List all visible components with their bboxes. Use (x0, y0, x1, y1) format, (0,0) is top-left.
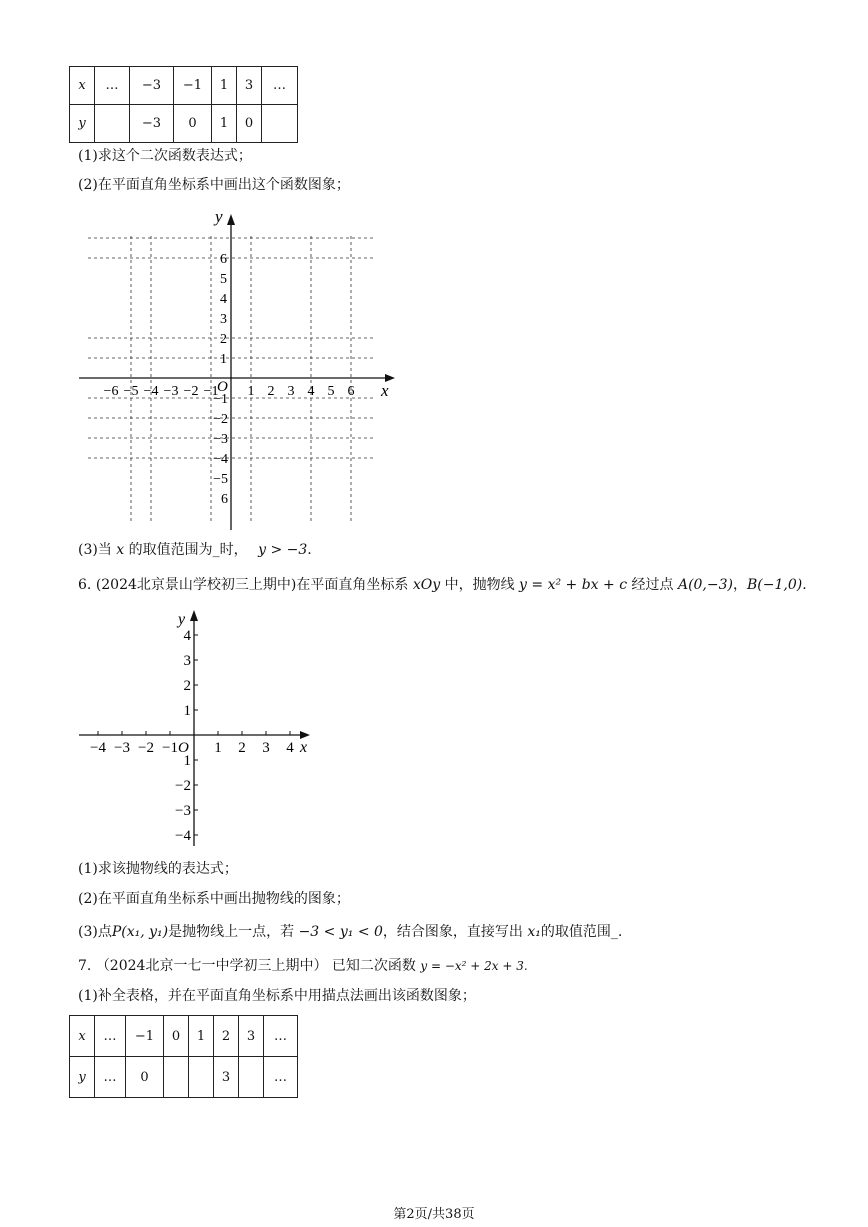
x-tick-label: −5 (123, 384, 139, 399)
x-axis-label: x (381, 381, 389, 400)
y-tick-label: 6 (220, 252, 227, 267)
q7-equation: y = −x² + 2x + 3. (420, 959, 528, 973)
q6-equation: y = x² + bx + c (519, 577, 628, 593)
table-cell (239, 1057, 264, 1098)
table-cell: 2 (214, 1016, 239, 1057)
y-tick-label: 2 (183, 678, 191, 694)
x-tick-label: 6 (347, 384, 355, 399)
origin-label: O (178, 740, 189, 756)
y-tick-label: −2 (175, 778, 191, 794)
q6-source: (2024北京景山学校初三上期中) (95, 577, 297, 593)
x-tick-label: 3 (287, 384, 295, 399)
table-cell: 3 (237, 67, 262, 105)
value-table-1 (69, 66, 298, 143)
q6-text-b: 中，抛物线 (444, 577, 515, 593)
y-tick-label: 1 (220, 352, 227, 367)
table-cell: −1 (126, 1016, 164, 1057)
table-cell: 1 (189, 1016, 214, 1057)
table-row (70, 1016, 298, 1057)
table-cell: 1 (212, 67, 237, 105)
table-cell: −3 (130, 67, 174, 105)
q7-part1: (1)补全表格，并在平面直角坐标系中用描点法画出该函数图象； (78, 988, 476, 1004)
q6-stem (78, 576, 807, 594)
y-tick-label: 3 (220, 312, 227, 327)
coordinate-axes-2 (78, 604, 318, 850)
table-cell: 0 (126, 1057, 164, 1098)
table-cell: −3 (130, 105, 174, 143)
q6-text-c: 经过点 (631, 577, 674, 593)
x-tick-label: −3 (163, 384, 179, 399)
q6-part3-text-a: (3)点 (78, 924, 112, 940)
q6-part3-inequality: −3 < y₁ < 0 (298, 924, 383, 940)
q6-number: 6. (78, 577, 92, 593)
q5-part3-var-x: x (116, 542, 125, 558)
q6-point-a: A(0,−3) (677, 577, 733, 593)
table-cell: … (95, 1057, 126, 1098)
y-tick-label: −2 (213, 412, 228, 427)
q7-number: 7. (78, 958, 92, 974)
table-cell: 0 (174, 105, 212, 143)
q6-part3-point: P(x₁, y₁) (111, 924, 169, 940)
table-cell: … (95, 67, 130, 105)
page-footer: 第2页/共38页 (393, 1207, 475, 1222)
q6-part2: (2)在平面直角坐标系中画出抛物线的图象； (78, 891, 350, 907)
x-axis-arrow (300, 731, 310, 739)
y-tick-label: −4 (175, 828, 191, 844)
table-cell: x (70, 1016, 95, 1057)
y-tick-label: 4 (183, 628, 191, 644)
table-cell: y (70, 105, 95, 143)
q7-stem (78, 957, 528, 975)
x-tick-label: −6 (103, 384, 119, 399)
x-tick-label: 1 (247, 384, 255, 399)
table-cell: 0 (237, 105, 262, 143)
table-cell: −1 (174, 67, 212, 105)
y-tick-label: 3 (183, 653, 191, 669)
q6-xoy: xOy (412, 577, 441, 593)
x-tick-label: 3 (262, 740, 270, 756)
q6-part3 (78, 923, 622, 941)
table-cell (164, 1057, 189, 1098)
q6-part3-text-b: 是抛物线上一点，若 (168, 924, 295, 940)
y-tick-label: 6 (221, 492, 228, 507)
x-tick-label: −1 (203, 384, 219, 399)
value-table-2 (69, 1015, 298, 1098)
q6-part3-x1: x₁ (527, 924, 541, 940)
y-tick-label: −3 (175, 803, 191, 819)
x-tick-label: −2 (138, 740, 154, 756)
q5-part2: (2)在平面直角坐标系中画出这个函数图象； (78, 177, 350, 193)
x-tick-label: −4 (143, 384, 159, 399)
coordinate-grid-1 (78, 205, 400, 533)
table-cell: … (95, 1016, 126, 1057)
q7-text: 已知二次函数 (331, 958, 416, 974)
table-cell (262, 105, 298, 143)
x-tick-label: −4 (90, 740, 106, 756)
x-tick-label: 1 (214, 740, 222, 756)
q6-part3-text-d: 的取值范围_. (540, 924, 623, 940)
y-tick-label: −1 (213, 392, 228, 407)
q6-text-a: 在平面直角坐标系 (296, 577, 409, 593)
x-tick-label: −2 (183, 384, 199, 399)
table-cell: x (70, 67, 95, 105)
x-axis-label: x (300, 739, 308, 756)
table-row (70, 105, 298, 143)
q5-part3-text-a: (3)当 (78, 542, 112, 558)
table-cell: … (262, 67, 298, 105)
y-tick-label: 4 (220, 292, 227, 307)
y-axis-label: y (215, 207, 223, 226)
table-cell: … (264, 1016, 298, 1057)
y-axis-label: y (178, 611, 186, 628)
table-cell: 0 (164, 1016, 189, 1057)
x-tick-label: −1 (162, 740, 178, 756)
table-cell (95, 105, 130, 143)
x-tick-label: 5 (327, 384, 335, 399)
q6-part1: (1)求该抛物线的表达式； (78, 861, 238, 877)
y-tick-label: 2 (220, 332, 227, 347)
x-tick-label: 4 (307, 384, 315, 399)
q6-part3-text-c: ，结合图象，直接写出 (382, 924, 523, 940)
y-axis-arrow (227, 214, 235, 225)
table-cell: … (264, 1057, 298, 1098)
q5-part3-text-b: 的取值范围为_时， (128, 542, 248, 558)
x-tick-label: 2 (238, 740, 246, 756)
table-row (70, 1057, 298, 1098)
q5-part3-condition: y > −3. (258, 542, 312, 558)
y-tick-label: −3 (213, 432, 228, 447)
x-tick-label: 4 (286, 740, 294, 756)
table-cell: 3 (239, 1016, 264, 1057)
q5-part1: (1)求这个二次函数表达式； (78, 148, 252, 164)
table-cell: 1 (212, 105, 237, 143)
table-cell: 3 (214, 1057, 239, 1098)
y-tick-label: −4 (213, 452, 228, 467)
y-tick-label: −5 (213, 472, 228, 487)
q6-point-b: B(−1,0). (746, 577, 807, 593)
y-axis-arrow (190, 610, 198, 621)
table-cell (189, 1057, 214, 1098)
y-tick-label: 1 (183, 753, 191, 769)
x-tick-label: 2 (267, 384, 275, 399)
q7-source: （2024北京一七一中学初三上期中） (95, 958, 328, 974)
table-cell: y (70, 1057, 95, 1098)
origin-label: O (217, 379, 228, 395)
y-tick-label: 1 (183, 703, 191, 719)
x-tick-label: −3 (114, 740, 130, 756)
y-tick-label: 5 (220, 272, 227, 287)
q5-part3 (78, 541, 312, 559)
q6-separator: ， (732, 577, 747, 593)
table-row (70, 67, 298, 105)
